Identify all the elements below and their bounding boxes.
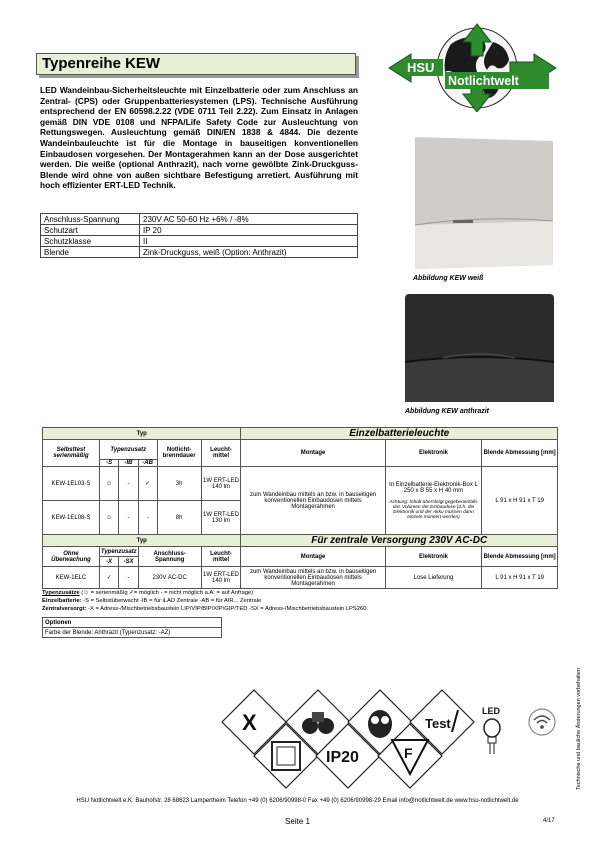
cell-mittel: 1W ERT-LED 140 lm bbox=[201, 567, 241, 589]
notes-label-3: Zentralversorgt: bbox=[42, 606, 87, 612]
notes-label-2: Einzelbatterie: bbox=[42, 598, 82, 604]
spec-row bbox=[41, 214, 358, 225]
cell-mittel: 1W ERT-LED 140 lm bbox=[201, 467, 241, 501]
wireless-icon bbox=[529, 709, 555, 735]
x-icon bbox=[242, 710, 257, 735]
typ-header: Typ bbox=[43, 428, 241, 440]
elektronik-note: Achtung: Inhalt übersteigt gegebenenfalls das Volumen der Einbaudose (d.h. die Elektronik und der Akku müssen dann einzeln montiert werden) bbox=[389, 499, 478, 520]
logo-text-notlichtwelt: Notlichtwelt bbox=[448, 74, 519, 88]
elektronik-text: In Einzelbatterie-Elektronik-Box L 250 x B 55 x H 40 mm bbox=[389, 481, 478, 494]
spec-row bbox=[41, 225, 358, 236]
cell-x: ✓ bbox=[99, 567, 118, 589]
svg-text:X: X bbox=[242, 710, 257, 735]
col-ab: -AB bbox=[138, 460, 157, 467]
col-leucht: Leucht-mittel bbox=[201, 440, 241, 467]
col-sx: -SX bbox=[119, 557, 138, 567]
col-ib: -IB bbox=[119, 460, 138, 467]
spec-row bbox=[41, 247, 358, 258]
col-blende-2: Blende Abmessung [mm] bbox=[482, 547, 558, 567]
col-selbsttest: Selbsttest serienmäßig bbox=[43, 440, 100, 467]
spec-value: Zink-Druckguss, weiß (Option: Anthrazit) bbox=[140, 247, 358, 258]
options-table bbox=[42, 617, 222, 638]
typ-header-2: Typ bbox=[43, 535, 241, 547]
caption-white: Abbildung KEW weiß bbox=[413, 275, 484, 282]
section-einzelbatterie: Einzelbatterieleuchte bbox=[241, 428, 558, 440]
notes-text-1: (☺ = serienmäßig ✓= möglich - = nicht möglich a.A. = auf Anfrage) bbox=[79, 590, 254, 596]
logo-text-hsu: HSU bbox=[407, 60, 435, 75]
col-leucht-2: Leucht-mittel bbox=[201, 547, 241, 567]
cell-elektronik: Lose Lieferung bbox=[385, 567, 482, 589]
cell-s: ☺ bbox=[99, 501, 118, 535]
page-title-box bbox=[36, 53, 356, 75]
notes-text-2: -S = Selbstüberwacht -IB = für iLAD Zentrale -AB = für AIR... Zentrale bbox=[81, 598, 262, 604]
cell-blende: L 91 x H 91 x T 19 bbox=[482, 467, 558, 535]
spec-value: IP 20 bbox=[140, 225, 358, 236]
col-notlicht: Notlicht-brenndauer bbox=[157, 440, 201, 467]
page-code: 4/17 bbox=[543, 818, 555, 824]
product-image-anthracite bbox=[403, 292, 556, 404]
table-row bbox=[43, 567, 558, 589]
col-typenzusatz-2: Typenzusatz bbox=[100, 548, 137, 555]
spec-label: Blende bbox=[41, 247, 140, 258]
cell-elektronik bbox=[385, 467, 482, 535]
col-blende: Blende Abmessung [mm] bbox=[482, 440, 558, 467]
section-zentral: Für zentrale Versorgung 230V AC-DC bbox=[241, 535, 558, 547]
company-logo bbox=[385, 22, 560, 112]
spec-row bbox=[41, 236, 358, 247]
col-elektronik-2: Elektronik bbox=[385, 547, 482, 567]
spec-table bbox=[40, 213, 358, 258]
spec-label: Schutzart bbox=[41, 225, 140, 236]
svg-text:Test: Test bbox=[425, 716, 451, 731]
spec-label: Schutzklasse bbox=[41, 236, 140, 247]
col-typenzusatz: Typenzusatz bbox=[99, 440, 157, 460]
spec-label: Anschluss-Spannung bbox=[41, 214, 140, 225]
col-elektronik: Elektronik bbox=[385, 440, 482, 467]
cell-montage: zum Wandeinbau mittels an bzw. in bauseitigen konventionellen Einbaudosen mittels Montagerahmen bbox=[241, 467, 385, 535]
page-number: Seite 1 bbox=[285, 817, 310, 826]
col-montage: Montage bbox=[241, 440, 385, 467]
ip20-icon bbox=[326, 749, 359, 766]
certification-icons bbox=[220, 688, 565, 790]
cell-sx: - bbox=[119, 567, 138, 589]
led-bulb-icon bbox=[482, 706, 501, 754]
page-title: Typenreihe KEW bbox=[42, 55, 161, 72]
cell-s: ☺ bbox=[99, 467, 118, 501]
side-disclaimer: Technische und bauliche Änderungen vorbehalten bbox=[576, 667, 582, 790]
cell-blende: L 91 x H 91 x T 19 bbox=[482, 567, 558, 589]
spec-value: 230V AC 50-60 Hz +6% / -8% bbox=[140, 214, 358, 225]
product-table bbox=[42, 427, 558, 589]
globe-logo-icon bbox=[385, 22, 560, 112]
cell-mittel: 1W ERT-LED 130 lm bbox=[201, 501, 241, 535]
table-row bbox=[43, 467, 558, 501]
cell-type: KEW-1EL03-S bbox=[43, 467, 100, 501]
col-x: -X bbox=[99, 557, 118, 567]
caption-anthracite: Abbildung KEW anthrazit bbox=[405, 408, 489, 415]
cell-ab: ✓ bbox=[138, 467, 157, 501]
footer-address: HSU Notlichtwelt e.K. Bauhofstr. 28 68623 Lampertheim Telefon +49 (0) 6206/90998-0 Fax +49 (0) 6206/90998-29 Email info@notlichtwelt.de www.hsu-notlichtwelt.de bbox=[76, 798, 519, 804]
svg-text:LED: LED bbox=[482, 706, 500, 716]
cell-ab: - bbox=[138, 501, 157, 535]
cell-ib: - bbox=[119, 501, 138, 535]
owl-icon bbox=[368, 710, 392, 738]
col-s: -S bbox=[99, 460, 118, 467]
cell-type: KEW-1EL08-S bbox=[43, 501, 100, 535]
col-montage-2: Montage bbox=[241, 547, 385, 567]
product-image-white bbox=[413, 135, 555, 270]
notes-label-1: Typenzusätze bbox=[42, 590, 80, 596]
svg-text:F: F bbox=[404, 745, 413, 761]
product-description: LED Wandeinbau-Sicherheitsleuchte mit Einzelbatterie oder zum Anschluss an Zentral- (CPS) oder Gruppenbatteriesystemen (LPS). Technische Ausführung entsprechend der EN 60598.2.22 (VDE 0711 Teil 2.22). Zum Einsatz in Anlagen gemäß DIN VDE 0108 und NFPA/Life Safety Code zur Ausleuchtung von Rettungswegen. Ausleuchtung gemäß DIN/EN 1838 & 4844. Die dezente Wandeinbauleuchte ist für die Montage in bauseitigen konventionellen Einbaudosen vorgesehen. Der Montagerahmen kann an der Dose ausgerichtet werden. Die weiße (optional Anthrazit), nach vorne gewölbte Zink-Druckguss-Blende wird ohne von außen sichtbare Befestigung arretiert. Ausführung mit hoch effizienter ERT-LED Technik. bbox=[40, 85, 358, 191]
options-item: Farbe der Blende: Anthrazit (Typenzusatz: -AZ) bbox=[43, 628, 222, 638]
options-header: Optionen bbox=[43, 618, 222, 628]
cell-montage: zum Wandeinbau mittels an bzw. in bauseitigen konventionellen Einbaudosen mittels Montagerahmen bbox=[241, 567, 385, 589]
cell-ib: - bbox=[119, 467, 138, 501]
cell-spannung: 230V AC-DC bbox=[138, 567, 201, 589]
type-notes bbox=[42, 589, 558, 613]
cell-type: KEW-1ELC bbox=[43, 567, 100, 589]
cell-dauer: 8h bbox=[157, 501, 201, 535]
cell-dauer: 3h bbox=[157, 467, 201, 501]
col-anschluss: Anschluss-Spannung bbox=[138, 547, 201, 567]
svg-text:IP20: IP20 bbox=[326, 749, 359, 766]
notes-text-3: -X = Adress-/Mischbetriebsbaustein LIP/VIP/BIP/XIP/GIP/TED -SX = Adress-/Mischbetriebsbaustein LPS260 bbox=[86, 606, 367, 612]
col-ohne: Ohne Überwachung bbox=[43, 547, 100, 567]
spec-value: II bbox=[140, 236, 358, 247]
